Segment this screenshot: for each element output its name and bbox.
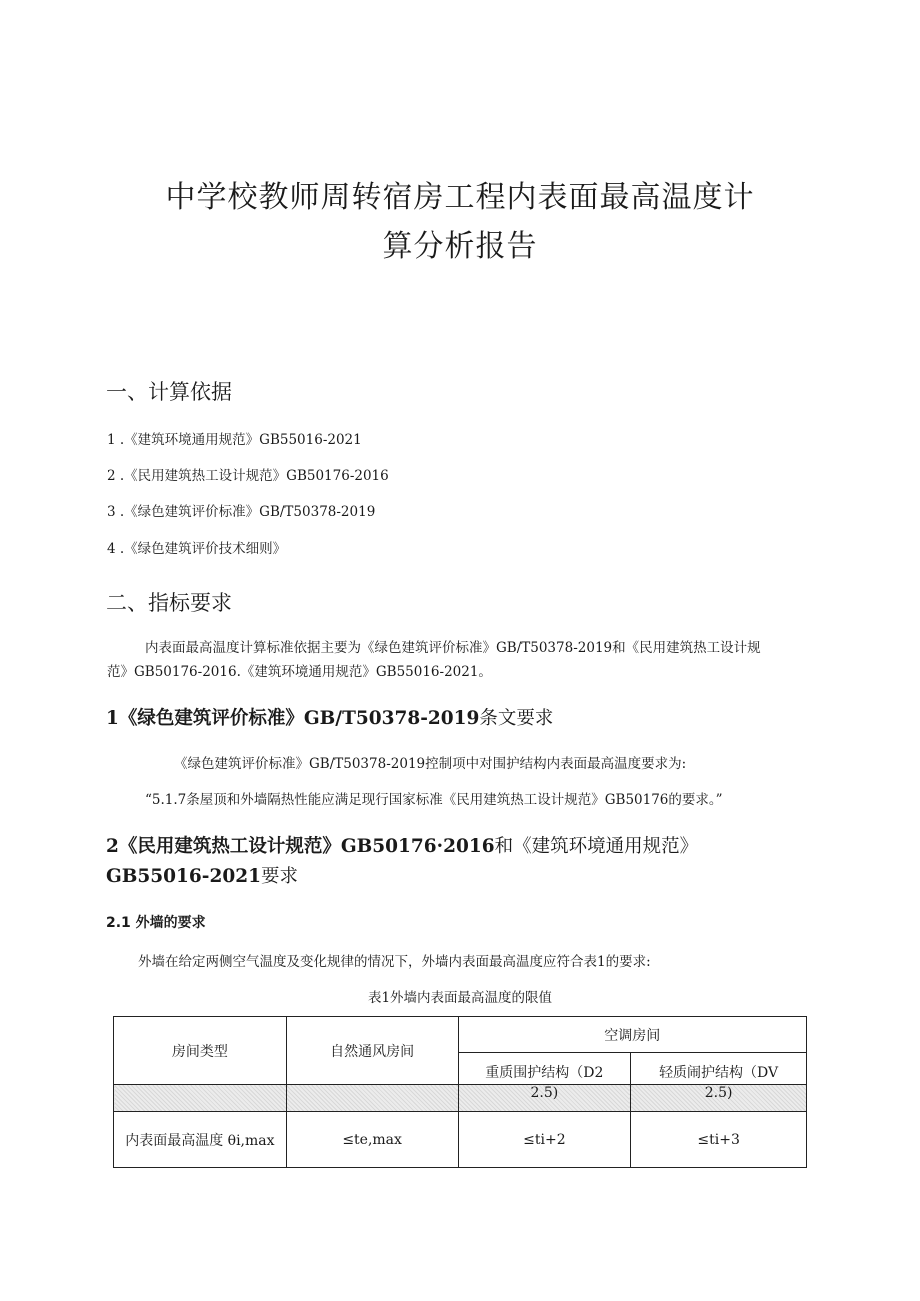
shaded-cell: [114, 1085, 287, 1112]
reference-item: 1 .《建筑环境通用规范》GB55016-2021: [107, 432, 362, 448]
value-natural-ventilation: ≤te,max: [286, 1112, 458, 1168]
table-caption: 表1外墙内表面最高温度的限值: [367, 990, 553, 1006]
report-title-line-1: 中学校教师周转宿房工程内表面最高温度计: [165, 180, 755, 215]
value-heavy-envelope: ≤ti+2: [458, 1112, 631, 1168]
report-title-line-2: 算分析报告: [382, 229, 538, 264]
intro-paragraph-line-1: 内表面最高温度计算标准依据主要为《绿色建筑评价标准》GB/T50378-2019和《民用建筑热工设计规: [145, 640, 761, 656]
header-heavy-envelope-cont: 2.5): [458, 1085, 631, 1112]
row-label-max-inner-temp: 内表面最高温度 θi,max: [114, 1112, 287, 1168]
subsection-2-heading-line-2: [106, 862, 298, 888]
standard-quote: “5.1.7条屋顶和外墙隔热性能应满足现行国家标准《民用建筑热工设计规范》GB50176的要求。”: [145, 792, 723, 808]
shaded-cell: [286, 1085, 458, 1112]
reference-item: 4 .《绿色建筑评价技术细则》: [107, 541, 287, 557]
subsection-2-1-paragraph: 外墙在给定两侧空气温度及变化规律的情况下，外墙内表面最高温度应符合表1的要求:: [138, 954, 651, 970]
intro-paragraph-line-2: 范》GB50176-2016.《建筑环境通用规范》GB55016-2021。: [107, 664, 492, 680]
subsection-2-heading-mid: 和《建筑环境通用规范》: [494, 836, 699, 857]
header-heavy-envelope: 重质围护结构（D2: [458, 1053, 631, 1085]
subsection-1-heading-rest: 条文要求: [479, 708, 554, 729]
section-2-heading: 二、指标要求: [106, 591, 232, 615]
section-1-heading: 一、计算依据: [106, 380, 232, 404]
subsection-2-1-heading: 2.1 外墙的要求: [106, 915, 206, 931]
subsection-1-heading: [106, 704, 553, 730]
reference-item: 2 .《民用建筑热工设计规范》GB50176-2016: [107, 468, 389, 484]
subsection-1-heading-bold: 1《绿色建筑评价标准》GB/T50378-2019: [106, 708, 480, 729]
reference-item: 3 .《绿色建筑评价标准》GB/T50378-2019: [107, 504, 376, 520]
header-room-type: 房间类型: [114, 1017, 287, 1085]
subsection-1-paragraph: 《绿色建筑评价标准》GB/T50378-2019控制项中对围护结构内表面最高温度要求为:: [174, 756, 687, 772]
header-light-envelope-cont: 2.5): [631, 1085, 807, 1112]
subsection-2-heading-code: GB55016-2021: [106, 866, 261, 887]
subsection-2-heading-line-1: [106, 832, 698, 858]
value-light-envelope: ≤ti+3: [631, 1112, 807, 1168]
header-natural-ventilation: 自然通风房间: [286, 1017, 458, 1085]
header-light-envelope: 轻质闹护结构（DV: [631, 1053, 807, 1085]
header-air-conditioned: 空调房间: [458, 1017, 807, 1053]
subsection-2-heading-suffix: 要求: [260, 866, 298, 887]
wall-temperature-limit-table: [113, 1016, 807, 1168]
subsection-2-heading-bold: 2《民用建筑热工设计规范》GB50176·2016: [106, 836, 495, 857]
